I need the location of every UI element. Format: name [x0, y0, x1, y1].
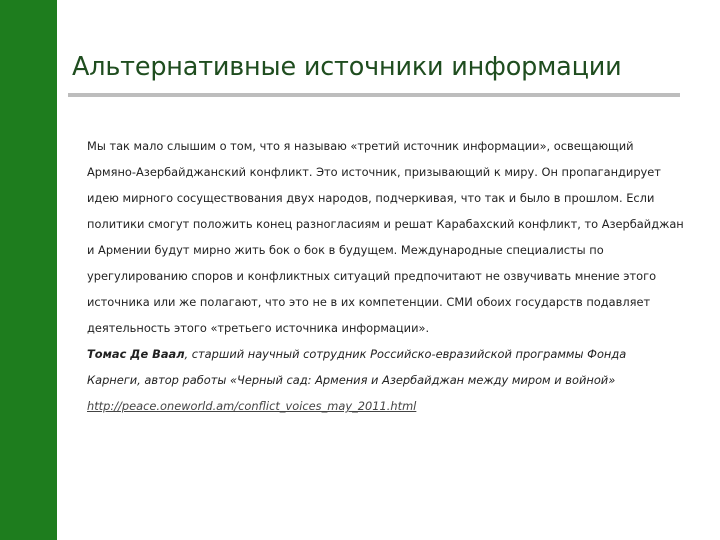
- side-accent-bar: [0, 0, 57, 540]
- paragraph-line: политики смогут положить конец разногласиям и решат Карабахский конфликт, то Азербайджан: [87, 217, 684, 231]
- paragraph-line: Мы так мало слышим о том, что я называю «третий источник информации», освещающий: [87, 139, 634, 153]
- paragraph-line: Армяно-Азербайджанский конфликт. Это источник, призывающий к миру. Он пропагандирует: [87, 165, 661, 179]
- source-link-row: [87, 393, 687, 419]
- paragraph-line: идею мирного сосуществования двух народов, подчеркивая, что так и было в прошлом. Если: [87, 191, 655, 205]
- attribution-line-1: [87, 341, 687, 367]
- paragraph-line: и Армении будут мирно жить бок о бок в будущем. Международные специалисты по: [87, 243, 604, 257]
- author-role: , старший научный сотрудник Российско-евразийской программы Фонда: [184, 347, 627, 361]
- quote-paragraph: [87, 133, 687, 341]
- paragraph-line: урегулированию споров и конфликтных ситуаций предпочитают не озвучивать мнение этого: [87, 269, 657, 283]
- title-divider: [68, 93, 680, 97]
- paragraph-line: деятельность этого «третьего источника информации».: [87, 321, 430, 335]
- slide-body: [87, 133, 687, 419]
- slide-title: Альтернативные источники информации: [72, 52, 622, 82]
- attribution-line-2: Карнеги, автор работы «Черный сад: Армения и Азербайджан между миром и войной»: [87, 373, 616, 387]
- paragraph-line: источника или же полагают, что это не в их компетенции. СМИ обоих государств подавляет: [87, 295, 651, 309]
- source-link[interactable]: http://peace.oneworld.am/conflict_voices_may_2011.html: [87, 399, 417, 413]
- author-name: Томас Де Ваал: [87, 347, 185, 361]
- attribution: [87, 341, 687, 393]
